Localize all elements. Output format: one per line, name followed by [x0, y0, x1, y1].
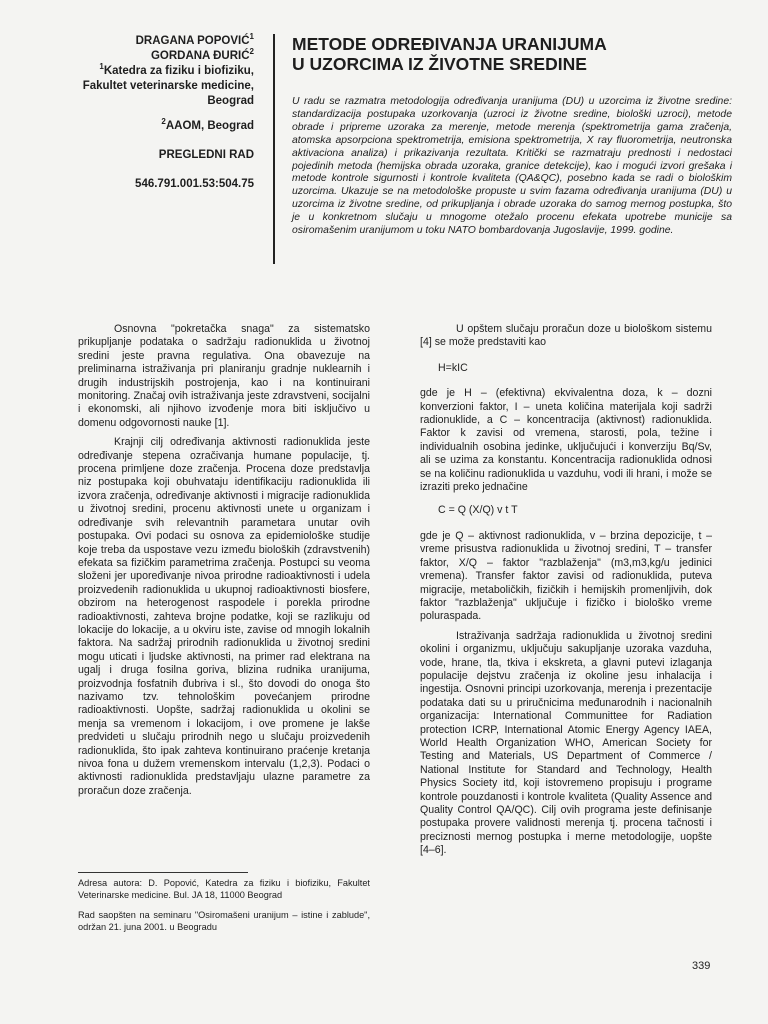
affiliation-1-line2: Fakultet veterinarske medicine, — [82, 80, 254, 92]
udc-code: 546.791.001.53:504.75 — [135, 178, 254, 190]
paragraph: Krajnji cilj određivanja aktivnosti radionuklida jeste određivanje stepena ozračivanja humane populacije, tj. procena primljene doze zračenja. Procena doze predstavlja niz postupaka koji obuhvataju identifikaciju radionuklida ili izvora zračenja, određivanje aktivnosti i migracije radionuklida u životnoj sredini, procenu aktivnosti unete u organizam i određivanje svih relevantnih parametara unutar ovih postupaka. Ovi podaci su osnova za epidemiološke studije koje treba da uspostave vezu između bioloških (zdravstvenih) efekata sa fizičkim parametrima zračenja. Postupci su veoma složeni jer upoređivanje nivoa prirodne radioaktivnosti i udela proizvedenih radionuklida u ukupnoj radioaktivnosti biosfere, obzirom na heterogenost raspodele i porekla prirodne radioaktivnosti, zahteva brojne podatke, koji se razlikuju od lokacije do lokacije, a u okviru iste, zavise od mnogih lokalnih faktora. Na sadržaj prirodnih radionuklida u životnoj sredini mogu uticati i ljudske aktivnosti, na primer rad elektrana na ugalj i druga fosilna goriva, blizina rudnika uranijuma, proizvodnja fosfatnih đubriva i sl., što dovodi do onoga što nazivamo tzv. tehnološkim povećanjem prirodne radioaktivnosti. Uopšte, sadržaj radionuklida u okolini se menja sa vremenom i lokacijom, i ove promene je lakše predvideti u slučaju prirodnih nego u slučaju proizvedenih radionuklida, što ipak zahteva kontinuirano praćenje kretanja nivoa fona u dužem vremenskom intervalu (1,2,3). Podaci o aktivnosti radionuklida predstavljaju ulazne parametre za proračun doze zračenja. — [78, 436, 370, 797]
author-name: DRAGANA POPOVIĆ$^1$ — [135, 32, 254, 47]
footnote-seminar: Rad saopšten na seminaru "Osiromašeni uranijum – istine i zablude", održan 21. juna 2001. u Beogradu — [78, 910, 370, 932]
page-number: 339 — [692, 960, 711, 972]
body-column-right — [420, 323, 712, 864]
paper-title — [292, 34, 732, 74]
paragraph: Istraživanja sadržaja radionuklida u životnoj sredini okolini i organizmu, uključuju sakupljanje uzoraka vazduha, vode, hrane, tla, tkiva i ekskreta, a glavni putevi izlaganja populacije dejstvu zračenja iz okoline jesu inhalacija i ingestija. Osnovni principi uzorkovanja, merenja i prezentacije podataka dati su u priručnicima međunarodnih i nacionalnih organizacija: International Communittee for Radiation protection ICRP, International Atomic Energy Agency IAEA, World Health Organization WHO, American Society for Testing and Materials, US Department of Commerce / National Institute for Standard and Technology, Health Physics Society itd, koji istovremeno propisuju i programe kontrole pouzdanosti i kontrole kvaliteta (Quality Assence and Quality Control QA/QC). Cilj ovih programa jeste definisanje postupaka provere validnosti merenja tj. procena tačnosti i preciznosti mernog postupka i merne metodologije, uopšte [4–6]. — [420, 629, 712, 857]
paragraph: gde je H – (efektivna) ekvivalentna doza, k – dozni konverzioni faktor, I – uneta količina materijala koji sadrži radionuklide, a C – koncentracija (aktivnost) radionuklida. Faktor k zavisi od vremena, starosti, pola, težine i individualnih osobina jedinke, uključujući i konverziju Bq/Sv, ali se uzima za konstantu. Koncentracija radionuklida odnosi se na količinu radionuklida u vazduhu, vodi ili hrani, i može se izraziti preko jednačine — [420, 387, 712, 494]
footnote-address: Adresa autora: D. Popović, Katedra za fiziku i biofiziku, Fakultet Veterinarske medicine. Bul. JA 18, 11000 Beograd — [78, 878, 370, 900]
paragraph: Osnovna "pokretačka snaga" za sistematsko prikupljanje podataka o sadržaju radionuklida u životnoj sredini jeste pravna regulativa. Ona obavezuje na preliminarna istraživanja pri planiranju gradnje nuklearnih i drugih industrijskih postrojenja, kao i na kontinuirani monitoring. Značaj ovih istraživanja jeste zdravstveni, socijalni i ekonomski, ali njihovo izvođenje mora biti isključivo u domenu odgovornosti nauke [1]. — [78, 323, 370, 429]
formula-concentration: C = Q (X/Q) v t T — [438, 504, 518, 517]
abstract: U radu se razmatra metodologija određivanja uranijuma (DU) u uzorcima iz životne sredine: standardizacija postupaka uzorkovanja (uzroci iz životne sredine, biološki uzroci), metode obrade i pripreme uzoraka za merenje, metode merenja (spektrometrija gama zračenja, atomska apsorpciona spektrometrija, emisiona spektrometrija, X ray fluorometrija, neutronska aktivaciona analiza) i prikazivanja rezultata. Kritički se razmatraju prednosti i nedostaci pojedinih metoda (hemijska obrada uzoraka, granice detekcije), kao i mogući izvori grešaka i metode kontrole sigurnosti i kontrole kvaliteta (QA&QC), posebno kada se radi o biološkim uzorcima. Ukazuje se na metodološke propuste u svim fazama određivanja uranijuma (DU) u uzorcima iz životne sredine, od prikupljanja i obrade uzoraka do samog mernog postupka, što je u konkretnom slučaju u mnogome otežalo procenu efekata upotrebe municije sa osiromašenim uranijumom u toku NATO bombardovanja Jugoslavije, 1999. godine. — [292, 96, 732, 237]
title-line: METODE ODREĐIVANJA URANIJUMA — [292, 34, 607, 54]
author-name: GORDANA ĐURIĆ$^2$ — [150, 47, 254, 62]
affiliation-2: $^2$AAOM, Beograd — [161, 117, 254, 132]
formula-dose: H=kIC — [438, 361, 468, 374]
footnote-rule — [78, 872, 248, 873]
header-divider — [273, 34, 275, 264]
footnotes — [78, 878, 370, 942]
author-block — [40, 34, 254, 192]
paragraph: U opštem slučaju proračun doze u biološkom sistemu [4] se može predstaviti kao — [420, 323, 712, 349]
affiliation-1-line3: Beograd — [207, 95, 254, 107]
title-line: U UZORCIMA IZ ŽIVOTNE SREDINE — [292, 54, 587, 74]
paper-type: PREGLEDNI RAD — [158, 149, 254, 161]
paragraph: gde je Q – aktivnost radionuklida, v – brzina depozicije, t – vreme prisustva radionuklida u životnoj sredini, T – transfer faktor, X/Q – faktor "razblaženja" (m3,m3,kg/u jedinici vremena). Transfer faktor zavisi od radionuklida, puteva migracije, metaboličkih, fizičkih i hemijskih promenljivih, dok faktor "razblaženja" uključuje i fizičko i biološko vreme poluraspada. — [420, 529, 712, 623]
affiliation-1: $^1$Katedra za fiziku i biofiziku, — [99, 62, 254, 77]
body-column-left — [78, 323, 370, 804]
